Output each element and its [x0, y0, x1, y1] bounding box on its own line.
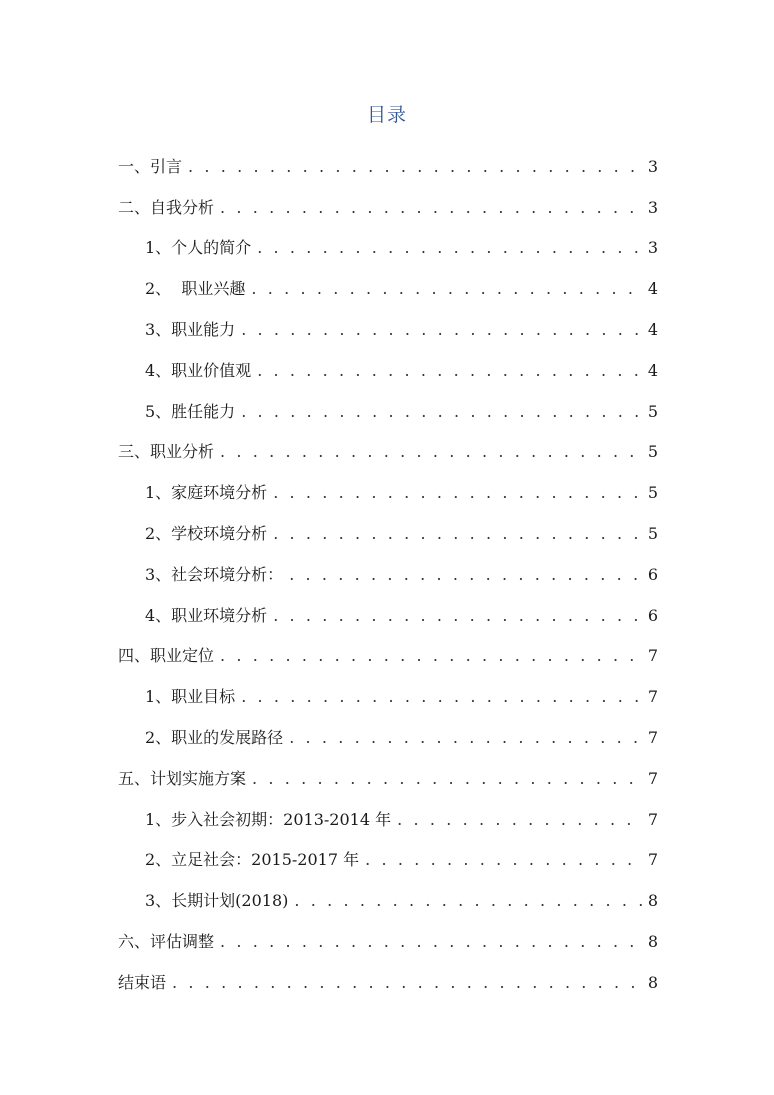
toc-entry-label: 五、计划实施方案	[118, 768, 247, 788]
toc-entry[interactable]	[118, 913, 658, 954]
toc-entry-page-number: 7	[647, 768, 658, 788]
toc-dot-leader	[294, 891, 642, 913]
toc-entry-label: 二、自我分析	[118, 197, 215, 217]
toc-entry-page-number: 4	[647, 319, 658, 339]
toc-entry-page-number: 7	[647, 809, 658, 829]
toc-entry-page-number: 5	[647, 523, 658, 543]
toc-entry[interactable]	[118, 260, 658, 301]
toc-entry-page-number: 4	[647, 279, 658, 299]
toc-entry-label: 六、评估调整	[118, 931, 215, 951]
toc-entry[interactable]	[118, 954, 658, 995]
toc-entry[interactable]	[118, 709, 658, 750]
toc-entry-label: 2、立足社会：2015-2017 年	[145, 850, 360, 870]
toc-dot-leader	[220, 646, 642, 668]
toc-dot-leader	[273, 524, 642, 546]
toc-entry-label: 3、社会环境分析：	[145, 564, 284, 584]
toc-entry[interactable]	[118, 628, 658, 669]
toc-dot-leader	[241, 687, 642, 709]
toc-entry-page-number: 6	[647, 605, 658, 625]
toc-entry[interactable]	[118, 383, 658, 424]
toc-entry-page-number: 5	[647, 483, 658, 503]
toc-dot-leader	[289, 728, 642, 750]
toc-entry-page-number: 8	[647, 931, 658, 951]
toc-entry-page-number: 7	[647, 850, 658, 870]
toc-dot-leader	[289, 565, 642, 587]
toc-entry-label: 结束语	[118, 972, 167, 992]
toc-entry-page-number: 7	[647, 727, 658, 747]
toc-dot-leader	[365, 850, 642, 872]
toc-dot-leader	[257, 361, 642, 383]
toc-entry-page-number: 6	[647, 564, 658, 584]
toc-entry[interactable]	[118, 342, 658, 383]
toc-entry-label: 3、长期计划(2018)	[145, 891, 289, 911]
toc-entry-label: 1、职业目标	[145, 687, 236, 707]
toc-entry[interactable]	[118, 750, 658, 791]
toc-entry-label: 2、职业的发展路径	[145, 727, 284, 747]
toc-entry-label: 2、学校环境分析	[145, 523, 268, 543]
toc-dot-leader	[273, 483, 642, 505]
toc-entry-page-number: 7	[647, 687, 658, 707]
toc-entry-page-number: 3	[647, 156, 658, 176]
toc-dot-leader	[220, 198, 642, 220]
toc-entry[interactable]	[118, 220, 658, 261]
toc-entry-label: 5、胜任能力	[145, 401, 236, 421]
toc-dot-leader	[188, 157, 642, 179]
toc-dot-leader	[273, 606, 642, 628]
toc-entry[interactable]	[118, 464, 658, 505]
toc-entry-label: 1、家庭环境分析	[145, 483, 268, 503]
toc-dot-leader	[172, 973, 642, 995]
toc-entry-page-number: 7	[647, 646, 658, 666]
toc-entry-page-number: 4	[647, 360, 658, 380]
toc-entry-page-number: 3	[647, 238, 658, 258]
toc-entry-label: 三、职业分析	[118, 442, 215, 462]
toc-dot-leader	[257, 238, 642, 260]
toc-entry[interactable]	[118, 138, 658, 179]
toc-entry-label: 1、步入社会初期：2013-2014 年	[145, 809, 392, 829]
toc-entry-label: 一、引言	[118, 156, 183, 176]
toc-entry[interactable]	[118, 832, 658, 873]
toc-entry-label: 四、职业定位	[118, 646, 215, 666]
toc-dot-leader	[251, 279, 642, 301]
toc-entry-page-number: 5	[647, 401, 658, 421]
toc-entry[interactable]	[118, 301, 658, 342]
toc-entry[interactable]	[118, 872, 658, 913]
toc-dot-leader	[220, 932, 642, 954]
toc-entry-page-number: 5	[647, 442, 658, 462]
toc-entry[interactable]	[118, 424, 658, 465]
toc-entry-page-number: 3	[647, 197, 658, 217]
toc-entry-label: 2、 职业兴趣	[145, 279, 246, 299]
toc-title: 目录	[366, 104, 407, 126]
toc-dot-leader	[241, 320, 642, 342]
toc-entry[interactable]	[118, 791, 658, 832]
toc-entry-page-number: 8	[647, 891, 658, 911]
toc-entry-label: 3、职业能力	[145, 319, 236, 339]
toc-entry-label: 4、职业价值观	[145, 360, 252, 380]
table-of-contents	[118, 138, 658, 995]
toc-entry-label: 1、个人的简介	[145, 238, 252, 258]
toc-dot-leader	[241, 402, 642, 424]
toc-dot-leader	[397, 810, 642, 832]
toc-entry-page-number: 8	[647, 972, 658, 992]
toc-entry-label: 4、职业环境分析	[145, 605, 268, 625]
toc-entry[interactable]	[118, 587, 658, 628]
toc-entry[interactable]	[118, 179, 658, 220]
toc-entry[interactable]	[118, 668, 658, 709]
toc-entry[interactable]	[118, 505, 658, 546]
toc-dot-leader	[252, 769, 642, 791]
toc-dot-leader	[220, 442, 642, 464]
toc-entry[interactable]	[118, 546, 658, 587]
